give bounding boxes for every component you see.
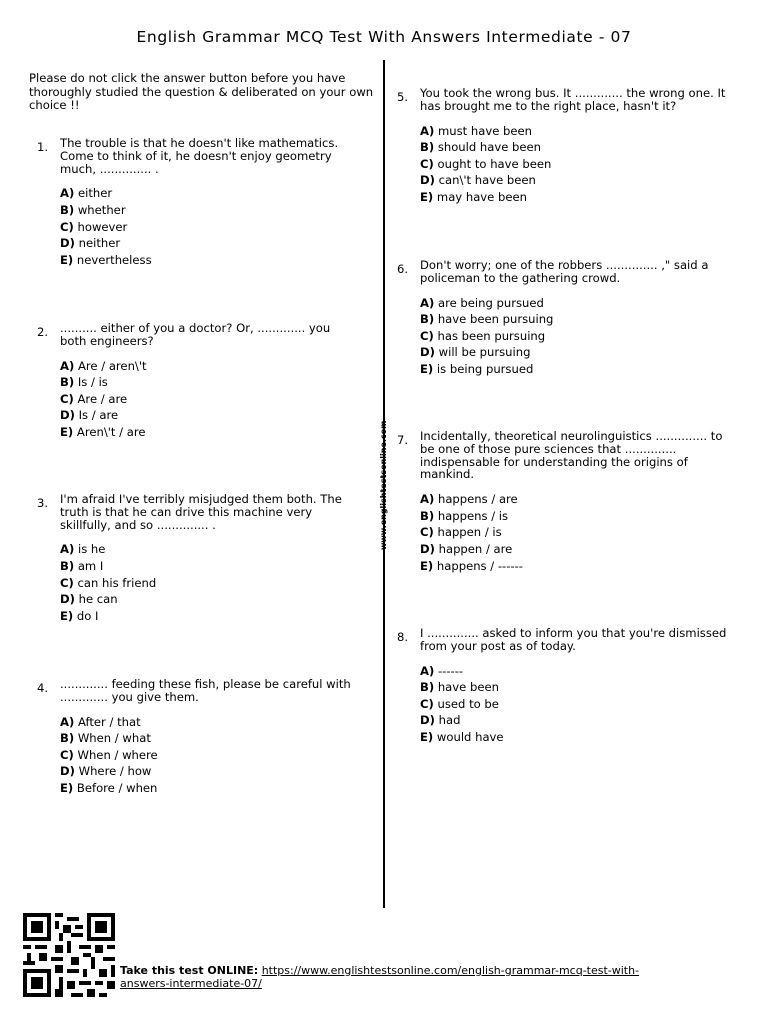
option-a[interactable]: A) happens / are xyxy=(420,492,518,507)
option-d[interactable]: D) neither xyxy=(60,236,121,251)
option-e[interactable]: E) do I xyxy=(60,608,99,623)
option-b[interactable]: B) have been pursuing xyxy=(420,312,554,327)
option-list xyxy=(60,541,357,624)
question-1 xyxy=(37,137,357,268)
question-5 xyxy=(397,87,737,206)
question-number: 8. xyxy=(397,630,409,644)
question-8 xyxy=(397,627,737,746)
question-text: Incidentally, theoretical neurolinguistics .............. to be one of those pure sciences that .............. indispensable for understanding the origins of mankind. xyxy=(420,429,723,482)
option-c[interactable]: C) When / where xyxy=(60,747,158,762)
option-b[interactable]: B) happens / is xyxy=(420,508,509,523)
option-c[interactable]: C) can his friend xyxy=(60,575,157,590)
qr-code-icon xyxy=(23,912,115,998)
page-title: English Grammar MCQ Test With Answers Intermediate - 07 xyxy=(136,28,632,46)
option-a[interactable]: A) either xyxy=(60,186,113,201)
question-number: 2. xyxy=(37,325,49,339)
question-text: ............. feeding these fish, please be careful with ............. you give them. xyxy=(60,677,351,704)
option-d[interactable]: D) can\'t have been xyxy=(420,173,536,188)
question-number: 6. xyxy=(397,262,409,276)
option-list xyxy=(420,123,737,206)
option-list xyxy=(420,295,737,378)
option-c[interactable]: C) Are / are xyxy=(60,391,128,406)
option-list xyxy=(420,491,737,574)
question-6 xyxy=(397,259,737,378)
question-2 xyxy=(37,322,357,441)
test-online-link[interactable]: https://www.englishtestsonline.com/english-grammar-mcq-test-with-answers-intermediate-07/ xyxy=(120,964,640,990)
question-3 xyxy=(37,493,357,624)
option-c[interactable]: C) has been pursuing xyxy=(420,328,546,343)
option-list xyxy=(420,663,737,746)
option-e[interactable]: E) is being pursued xyxy=(420,361,534,376)
option-d[interactable]: D) he can xyxy=(60,592,118,607)
option-c[interactable]: C) ought to have been xyxy=(420,156,552,171)
question-7 xyxy=(397,430,737,574)
option-d[interactable]: D) had xyxy=(420,713,461,728)
footer-label: Take this test ONLINE: xyxy=(120,964,259,977)
option-b[interactable]: B) have been xyxy=(420,680,499,695)
question-text: .......... either of you a doctor? Or, ............. you both engineers? xyxy=(60,321,331,348)
site-watermark: www.englishtestsonline.com xyxy=(379,420,388,551)
option-e[interactable]: E) would have xyxy=(420,729,504,744)
option-a[interactable]: A) is he xyxy=(60,542,106,557)
option-a[interactable]: A) After / that xyxy=(60,714,141,729)
option-a[interactable]: A) ------ xyxy=(420,663,464,678)
question-text: You took the wrong bus. It ............. the wrong one. It has brought me to the right place, hasn't it? xyxy=(420,86,726,113)
question-text: Don't worry; one of the robbers .............. ," said a policeman to the gathering crowd. xyxy=(420,258,709,285)
footer xyxy=(120,964,680,990)
option-list xyxy=(60,714,357,797)
option-b[interactable]: B) When / what xyxy=(60,731,151,746)
question-number: 4. xyxy=(37,681,49,695)
option-b[interactable]: B) am I xyxy=(60,558,104,573)
question-number: 3. xyxy=(37,496,49,510)
intro-instructions: Please do not click the answer button before you have thoroughly studied the question & deliberated on your own choice !! xyxy=(29,71,374,112)
question-text: I .............. asked to inform you that you're dismissed from your post as of today. xyxy=(420,626,727,653)
option-e[interactable]: E) may have been xyxy=(420,189,527,204)
option-e[interactable]: E) Aren\'t / are xyxy=(60,424,146,439)
option-c[interactable]: C) however xyxy=(60,219,128,234)
option-e[interactable]: E) nevertheless xyxy=(60,252,152,267)
option-d[interactable]: D) happen / are xyxy=(420,541,513,556)
option-list xyxy=(60,358,357,441)
option-list xyxy=(60,185,357,268)
question-text: I'm afraid I've terribly misjudged them both. The truth is that he can drive this machine very skillfully, and so .............. . xyxy=(60,492,342,532)
question-number: 1. xyxy=(37,140,49,154)
option-e[interactable]: E) Before / when xyxy=(60,780,158,795)
option-a[interactable]: A) are being pursued xyxy=(420,295,544,310)
option-c[interactable]: C) used to be xyxy=(420,696,499,711)
question-number: 5. xyxy=(397,90,409,104)
option-b[interactable]: B) whether xyxy=(60,202,126,217)
option-b[interactable]: B) should have been xyxy=(420,140,542,155)
question-number: 7. xyxy=(397,433,409,447)
option-b[interactable]: B) Is / is xyxy=(60,375,108,390)
question-text: The trouble is that he doesn't like mathematics. Come to think of it, he doesn't enjoy geometry much, .............. . xyxy=(60,136,339,176)
option-c[interactable]: C) happen / is xyxy=(420,525,502,540)
option-d[interactable]: D) Where / how xyxy=(60,764,152,779)
option-e[interactable]: E) happens / ------ xyxy=(420,558,523,573)
option-a[interactable]: A) Are / aren\'t xyxy=(60,358,147,373)
option-a[interactable]: A) must have been xyxy=(420,123,532,138)
option-d[interactable]: D) Is / are xyxy=(60,408,119,423)
question-4 xyxy=(37,678,357,797)
option-d[interactable]: D) will be pursuing xyxy=(420,345,531,360)
